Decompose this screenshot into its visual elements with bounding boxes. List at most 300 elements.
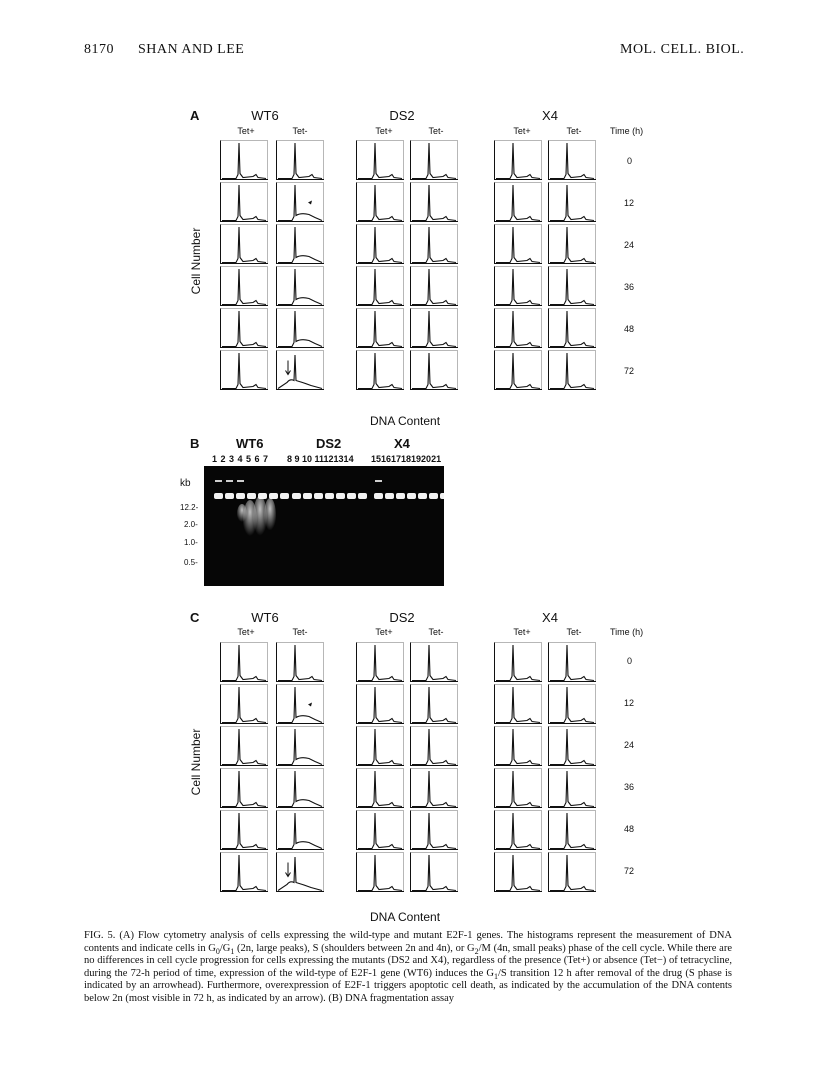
panel-c-cond-wt6-tetminus: Tet- — [292, 627, 308, 637]
panel-c-histogram-axis — [221, 685, 269, 724]
panel-c-histogram-r2-c3 — [410, 726, 458, 766]
panel-c-histogram-frame — [277, 727, 324, 766]
panel-a-ylabel: Cell Number — [189, 227, 203, 295]
panel-a-histogram-frame — [221, 183, 268, 222]
panel-a-histogram-r0-c1 — [276, 140, 324, 180]
panel-c-histogram-frame — [549, 727, 596, 766]
panel-c-histogram-trace — [278, 645, 322, 681]
panel-a-histogram-axis — [411, 309, 459, 348]
panel-a-histogram-trace — [412, 353, 456, 389]
panel-a-histogram-trace — [358, 185, 402, 221]
panel-c-histogram-trace — [222, 729, 266, 765]
panel-a-histogram-r0-c2 — [356, 140, 404, 180]
panel-a-histogram-r1-c5 — [548, 182, 596, 222]
panel-a-histogram-r0-c5 — [548, 140, 596, 180]
panel-a-histogram-r5-c2 — [356, 350, 404, 390]
gel-band-lane-15 — [374, 493, 383, 499]
panel-c-cond-x4-tetplus: Tet+ — [513, 627, 531, 637]
panel-c-histogram-trace — [496, 729, 540, 765]
panel-c-histogram-trace — [278, 729, 322, 765]
panel-c-histogram-trace — [278, 857, 322, 891]
panel-a-histogram-trace — [222, 311, 266, 347]
panel-a-histogram-trace — [412, 143, 456, 179]
panel-c-histogram-axis — [549, 769, 597, 808]
panel-c-xlabel: DNA Content — [370, 910, 441, 924]
panel-c-histogram-frame — [221, 727, 268, 766]
panel-c-histogram-trace — [550, 687, 594, 723]
panel-c-histogram-axis — [549, 853, 597, 892]
panel-c-histogram-trace — [550, 645, 594, 681]
panel-a-histogram-r4-c1 — [276, 308, 324, 348]
gel-well-lane-1 — [215, 480, 222, 482]
panel-c-histogram-r1-c2 — [356, 684, 404, 724]
panel-c-histogram-trace — [278, 687, 322, 723]
panel-a-genotype-wt6: WT6 — [251, 108, 279, 123]
panel-c-histogram-frame — [221, 643, 268, 682]
gel-band-lane-13 — [347, 493, 356, 499]
gel-well-lane-15 — [375, 480, 382, 482]
panel-c-histogram-r2-c4 — [494, 726, 542, 766]
gel-band-lane-16 — [385, 493, 394, 499]
panel-a-histogram-axis — [549, 267, 597, 306]
panel-a-histogram-trace — [278, 311, 322, 347]
panel-b-marker-05: 0.5- — [184, 558, 198, 567]
panel-c-histogram-trace — [412, 687, 456, 723]
panel-c-histogram-axis — [357, 769, 405, 808]
panel-b-group-ds2: DS2 — [316, 436, 342, 451]
panel-c-histogram-frame — [549, 853, 596, 892]
panel-c-histogram-frame — [221, 853, 268, 892]
panel-a-histogram-axis — [277, 267, 325, 306]
panel-c-histogram-frame — [357, 643, 404, 682]
panel-a-histogram-r3-c0 — [220, 266, 268, 306]
panel-a-time-72: 72 — [624, 366, 635, 376]
panel-a-histogram-r3-c4 — [494, 266, 542, 306]
panel-c-ylabel: Cell Number — [189, 728, 203, 796]
panel-c-histogram-trace — [278, 771, 322, 807]
panel-c-histogram-trace — [550, 813, 594, 849]
panel-c-histogram-trace — [550, 729, 594, 765]
panel-c-histogram-r4-c3 — [410, 810, 458, 850]
panel-c-histogram-axis — [549, 727, 597, 766]
panel-b-marker-12: 12.2- — [180, 503, 199, 512]
panel-c-histogram-axis — [221, 727, 269, 766]
panel-c-time-72: 72 — [624, 866, 635, 876]
panel-a-apoptosis-arrow — [286, 361, 291, 375]
panel-c-histogram-frame — [549, 769, 596, 808]
panel-c-histogram-frame — [549, 643, 596, 682]
panel-c-cond-ds2-tetplus: Tet+ — [375, 627, 393, 637]
panel-c-histogram-r5-c1 — [276, 852, 324, 892]
panel-a-histogram-trace — [550, 143, 594, 179]
panel-a-histogram-axis — [495, 141, 543, 180]
panel-c-histogram-trace — [550, 855, 594, 891]
panel-c-histogram-r5-c0 — [220, 852, 268, 892]
panel-c-histogram-trace — [222, 771, 266, 807]
panel-c-histogram-trace — [412, 729, 456, 765]
panel-a-histogram-axis — [549, 351, 597, 390]
panel-c-cond-wt6-tetplus: Tet+ — [237, 627, 255, 637]
panel-c-histogram-axis — [277, 769, 325, 808]
panel-a-histogram-trace — [496, 185, 540, 221]
panel-a-time-0: 0 — [627, 156, 633, 166]
panel-c-genotype-wt6: WT6 — [251, 610, 279, 625]
panel-a-histogram-trace — [412, 185, 456, 221]
panel-c-histogram-frame — [411, 769, 458, 808]
panel-c-histogram-axis — [495, 769, 543, 808]
panel-b-lanes-x4: 15161718192021 — [371, 454, 442, 464]
panel-c-histogram-frame — [277, 853, 324, 892]
panel-a-histogram-axis — [549, 309, 597, 348]
panel-c-histogram-frame — [277, 769, 324, 808]
panel-a-histogram-axis — [221, 183, 269, 222]
panel-c-histogram-trace — [222, 855, 266, 891]
panel-a-histogram-r4-c3 — [410, 308, 458, 348]
panel-a-histogram-trace — [222, 185, 266, 221]
panel-a-histogram-trace — [550, 311, 594, 347]
panel-c-histogram-r3-c3 — [410, 768, 458, 808]
panel-c-histogram-axis — [221, 769, 269, 808]
panel-a-histogram-r5-c1 — [276, 350, 324, 390]
panel-a-cond-wt6-tetplus: Tet+ — [237, 126, 255, 136]
panel-a-genotype-ds2: DS2 — [389, 108, 415, 123]
gel-band-lane-9 — [303, 493, 312, 499]
panel-a-time-48: 48 — [624, 324, 635, 334]
panel-c-histogram-r3-c4 — [494, 768, 542, 808]
gel-band-lane-12 — [336, 493, 345, 499]
panel-a-histogram-frame — [277, 141, 324, 180]
panel-c-histogram-r5-c5 — [548, 852, 596, 892]
panel-a-histogram-axis — [357, 309, 405, 348]
panel-c-histogram-axis — [495, 811, 543, 850]
panel-a-histogram-frame — [411, 309, 458, 348]
panel-c-time-0: 0 — [627, 656, 633, 666]
panel-a-histogram-r1-c2 — [356, 182, 404, 222]
panel-c-histogram-r4-c1 — [276, 810, 324, 850]
panel-c-time-36: 36 — [624, 782, 635, 792]
panel-a-xlabel: DNA Content — [370, 414, 441, 428]
panel-a-histogram-axis — [277, 351, 325, 390]
panel-a-histogram-trace — [278, 355, 322, 389]
panel-c-time-header: Time (h) — [610, 627, 644, 637]
panel-c-histogram-axis — [411, 727, 459, 766]
panel-c-histogram-r2-c5 — [548, 726, 596, 766]
panel-a-histogram-axis — [549, 225, 597, 264]
panel-c-histogram-frame — [357, 727, 404, 766]
panel-a-genotype-x4: X4 — [542, 108, 558, 123]
panel-a-histogram-frame — [357, 225, 404, 264]
panel-c-histogram-frame — [411, 853, 458, 892]
panel-a-histogram-trace — [222, 227, 266, 263]
panel-a-histogram-frame — [357, 267, 404, 306]
panel-a-histogram-r2-c0 — [220, 224, 268, 264]
panel-a-histogram-r1-c0 — [220, 182, 268, 222]
panel-a-histogram-r4-c2 — [356, 308, 404, 348]
panel-c-histogram-frame — [549, 811, 596, 850]
panel-a-histogram-frame — [357, 351, 404, 390]
panel-c-histogram-frame — [495, 643, 542, 682]
panel-a-histogram-trace — [412, 269, 456, 305]
panel-a-histogram-axis — [411, 141, 459, 180]
panel-a-time-header: Time (h) — [610, 126, 644, 136]
panel-a-histogram-trace — [496, 353, 540, 389]
panel-c-histogram-axis — [357, 727, 405, 766]
panel-c-histogram-axis — [549, 811, 597, 850]
panel-a-histogram-frame — [277, 267, 324, 306]
panel-a-histogram-trace — [358, 311, 402, 347]
panel-c-histogram-trace — [496, 771, 540, 807]
panel-b-group-wt6: WT6 — [236, 436, 264, 451]
panel-c-histogram-trace — [412, 645, 456, 681]
panel-a-histogram-r4-c5 — [548, 308, 596, 348]
panel-a-histogram-trace — [358, 353, 402, 389]
panel-b-marker-1: 1.0- — [184, 538, 198, 547]
gel-band-lane-18 — [407, 493, 416, 499]
panel-a-histogram-axis — [221, 141, 269, 180]
panel-c-histogram-r3-c0 — [220, 768, 268, 808]
panel-a-histogram-axis — [549, 141, 597, 180]
panel-c-histogram-frame — [277, 643, 324, 682]
panel-a-histogram-trace — [550, 269, 594, 305]
panel-c-histogram-axis — [495, 727, 543, 766]
panel-c-histogram-r4-c2 — [356, 810, 404, 850]
panel-a-histogram-trace — [278, 143, 322, 179]
panel-b-lanes-wt6: 1 2 3 4 5 6 7 — [212, 454, 269, 464]
panel-a-histogram-axis — [549, 183, 597, 222]
panel-c-histogram-trace — [358, 645, 402, 681]
panel-c-histogram-trace — [412, 813, 456, 849]
panel-a-histogram-r1-c1 — [276, 182, 324, 222]
panel-c-histogram-r0-c4 — [494, 642, 542, 682]
panel-c-time-24: 24 — [624, 740, 635, 750]
panel-a-histogram-axis — [411, 267, 459, 306]
gel-band-lane-2 — [225, 493, 234, 499]
panel-c-histogram-trace — [496, 855, 540, 891]
panel-c-histogram-frame — [221, 685, 268, 724]
panel-a-histogram-trace — [222, 143, 266, 179]
panel-c-genotype-x4: X4 — [542, 610, 558, 625]
panel-c-histogram-r4-c4 — [494, 810, 542, 850]
page-number: 8170 — [84, 42, 114, 57]
panel-c-histogram-r3-c2 — [356, 768, 404, 808]
panel-a-histogram-frame — [549, 183, 596, 222]
panel-c-histogram-axis — [495, 685, 543, 724]
panel-a-histogram-axis — [277, 225, 325, 264]
panel-a-histogram-trace — [358, 269, 402, 305]
panel-c-histogram-r1-c5 — [548, 684, 596, 724]
panel-c-histogram-trace — [496, 645, 540, 681]
panel-a-histogram-axis — [277, 309, 325, 348]
dna-gel-image — [204, 466, 444, 586]
panel-c-histogram-frame — [495, 769, 542, 808]
panel-c-histogram-trace — [358, 687, 402, 723]
panel-a-histogram-trace — [358, 227, 402, 263]
panel-a-cond-wt6-tetminus: Tet- — [292, 126, 308, 136]
panel-a-histogram-frame — [277, 309, 324, 348]
panel-a-histogram-frame — [277, 183, 324, 222]
panel-c-histogram-axis — [357, 853, 405, 892]
panel-c-cond-x4-tetminus: Tet- — [566, 627, 582, 637]
panel-c-histogram-trace — [496, 813, 540, 849]
panel-c-histogram-r3-c5 — [548, 768, 596, 808]
panel-c-histogram-r4-c0 — [220, 810, 268, 850]
panel-a-histogram-r3-c2 — [356, 266, 404, 306]
gel-band-lane-3 — [236, 493, 245, 499]
panel-a-time-36: 36 — [624, 282, 635, 292]
panel-b-group-x4: X4 — [394, 436, 410, 451]
panel-a-histogram-axis — [277, 183, 325, 222]
panel-a-s-phase-arrowhead — [308, 201, 312, 205]
panel-b-marker-2: 2.0- — [184, 520, 198, 529]
panel-c-histogram-trace — [412, 855, 456, 891]
panel-c-histogram-trace — [278, 813, 322, 849]
running-journal: MOL. CELL. BIOL. — [620, 42, 745, 57]
panel-a-histogram-axis — [411, 225, 459, 264]
panel-a-histogram-r2-c1 — [276, 224, 324, 264]
panel-a-histogram-r5-c5 — [548, 350, 596, 390]
panel-c-histogram-axis — [277, 853, 325, 892]
panel-c-letter: C — [190, 610, 200, 625]
panel-a-time-12: 12 — [624, 198, 635, 208]
panel-c-histogram-r5-c4 — [494, 852, 542, 892]
panel-a-histogram-trace — [550, 227, 594, 263]
panel-c-histogram-r1-c0 — [220, 684, 268, 724]
panel-a-histogram-r5-c3 — [410, 350, 458, 390]
panel-c-histogram-frame — [411, 811, 458, 850]
panel-a-histogram-frame — [549, 267, 596, 306]
gel-band-lane-19 — [418, 493, 427, 499]
panel-a-histogram-frame — [221, 351, 268, 390]
panel-c-histogram-trace — [358, 771, 402, 807]
panel-a-histogram-r5-c4 — [494, 350, 542, 390]
panel-c-histogram-axis — [277, 643, 325, 682]
panel-a-histogram-frame — [549, 309, 596, 348]
panel-a-histogram-frame — [411, 267, 458, 306]
panel-a-histogram-trace — [278, 227, 322, 263]
panel-a-histogram-trace — [278, 269, 322, 305]
panel-c-histogram-axis — [357, 643, 405, 682]
panel-c-histogram-trace — [496, 687, 540, 723]
panel-a-histogram-frame — [495, 141, 542, 180]
panel-c-histogram-frame — [221, 769, 268, 808]
panel-c-histogram-frame — [357, 811, 404, 850]
panel-c-histogram-trace — [358, 729, 402, 765]
gel-band-lane-14 — [358, 493, 367, 499]
panel-c-histogram-axis — [357, 811, 405, 850]
panel-a-histogram-r0-c0 — [220, 140, 268, 180]
panel-a-histogram-axis — [495, 351, 543, 390]
panel-c-histogram-axis — [411, 769, 459, 808]
panel-a-histogram-axis — [277, 141, 325, 180]
panel-b-kb-label: kb — [180, 478, 191, 489]
panel-a-histogram-axis — [357, 141, 405, 180]
panel-c-histogram-axis — [277, 811, 325, 850]
panel-c-time-48: 48 — [624, 824, 635, 834]
panel-c-apoptosis-arrow — [286, 863, 291, 877]
panel-c-histogram-axis — [277, 727, 325, 766]
gel-band-lane-7 — [280, 493, 289, 499]
panel-a-histogram-trace — [496, 311, 540, 347]
panel-c-histogram-axis — [411, 643, 459, 682]
panel-c-histogram-trace — [412, 771, 456, 807]
panel-c-histogram-frame — [357, 685, 404, 724]
panel-c-histogram-axis — [411, 685, 459, 724]
panel-a-histogram-axis — [495, 267, 543, 306]
panel-a-histogram-r3-c5 — [548, 266, 596, 306]
gel-band-lane-21 — [440, 493, 444, 499]
running-authors: SHAN AND LEE — [138, 42, 245, 57]
panel-c-histogram-axis — [411, 811, 459, 850]
panel-a-histogram-r4-c4 — [494, 308, 542, 348]
gel-band-lane-17 — [396, 493, 405, 499]
gel-well-lane-3 — [237, 480, 244, 482]
panel-a-cond-ds2-tetplus: Tet+ — [375, 126, 393, 136]
panel-a-histogram-frame — [221, 309, 268, 348]
panel-c-histogram-frame — [495, 727, 542, 766]
panel-c-genotype-ds2: DS2 — [389, 610, 415, 625]
panel-c-histogram-frame — [411, 685, 458, 724]
panel-a-histogram-frame — [411, 351, 458, 390]
panel-a-histogram-r3-c3 — [410, 266, 458, 306]
panel-a-histogram-trace — [278, 185, 322, 221]
panel-c-histogram-trace — [222, 813, 266, 849]
panel-a-histogram-frame — [357, 183, 404, 222]
panel-a-histogram-r2-c5 — [548, 224, 596, 264]
panel-a-histogram-axis — [495, 225, 543, 264]
panel-a-histogram-frame — [411, 225, 458, 264]
panel-c-histogram-r0-c5 — [548, 642, 596, 682]
panel-c-histogram-axis — [221, 811, 269, 850]
panel-c-histogram-frame — [357, 853, 404, 892]
panel-a-histogram-r1-c4 — [494, 182, 542, 222]
gel-band-lane-8 — [292, 493, 301, 499]
panel-a-histogram-axis — [221, 309, 269, 348]
panel-a-histogram-frame — [411, 141, 458, 180]
panel-a-histogram-r0-c3 — [410, 140, 458, 180]
panel-a-histogram-frame — [549, 225, 596, 264]
panel-a-histogram-axis — [221, 225, 269, 264]
panel-a-histogram-frame — [277, 225, 324, 264]
panel-a-histogram-trace — [222, 269, 266, 305]
panel-c-histogram-axis — [277, 685, 325, 724]
panel-a-histogram-trace — [496, 143, 540, 179]
panel-a-histogram-axis — [411, 183, 459, 222]
figure-caption: FIG. 5. (A) Flow cytometry analysis of cells expressing the wild-type and mutant E2F-1 genes. The histograms represent the measurement of DNA contents and indicate cells in $G_0/G_1$ (2n, large peaks), S (shoulders between 2n and 4n), or $G_2/M$ (4n, small peaks) phase of the cell cycle. While there are no differences in cell cycle progression for cells expressing the mutants (DS2 and X4), regardless of the presence (Tet+) or absence (Tet−) of tetracycline, during the 72-h period of time, expression of the wild-type of E2F-1 gene (WT6) induces the $G_1/S$ transition 12 h after removal of the drug (S phase is indicated by an arrowhead). Furthermore, overexpression of E2F-1 triggers apoptotic cell death, as indicated by the accumulation of the DNA contents below 2n (most visible in 72 h, as indicated by an arrow). (B) DNA fragmentation assay — [84, 930, 732, 1004]
panel-a-histogram-frame — [221, 141, 268, 180]
panel-c-histogram-trace — [550, 771, 594, 807]
panel-c-histogram-r1-c3 — [410, 684, 458, 724]
gel-band-lane-11 — [325, 493, 334, 499]
panel-c-histogram-r0-c1 — [276, 642, 324, 682]
panel-a-histogram-r2-c3 — [410, 224, 458, 264]
panel-a-histogram-trace — [496, 269, 540, 305]
panel-a-histogram-trace — [222, 353, 266, 389]
panel-a-histogram-frame — [221, 267, 268, 306]
panel-c-histogram-frame — [411, 727, 458, 766]
panel-b-letter: B — [190, 436, 200, 451]
panel-a-histogram-r2-c2 — [356, 224, 404, 264]
panel-c-histogram-axis — [549, 643, 597, 682]
panel-c-histogram-trace — [222, 645, 266, 681]
panel-a-histogram-axis — [357, 267, 405, 306]
panel-a-histogram-r0-c4 — [494, 140, 542, 180]
panel-a-histogram-trace — [412, 311, 456, 347]
panel-c-histogram-axis — [495, 853, 543, 892]
panel-c-histogram-trace — [358, 855, 402, 891]
panel-c-histogram-frame — [495, 685, 542, 724]
panel-c-histogram-axis — [549, 685, 597, 724]
panel-a-histogram-r5-c0 — [220, 350, 268, 390]
